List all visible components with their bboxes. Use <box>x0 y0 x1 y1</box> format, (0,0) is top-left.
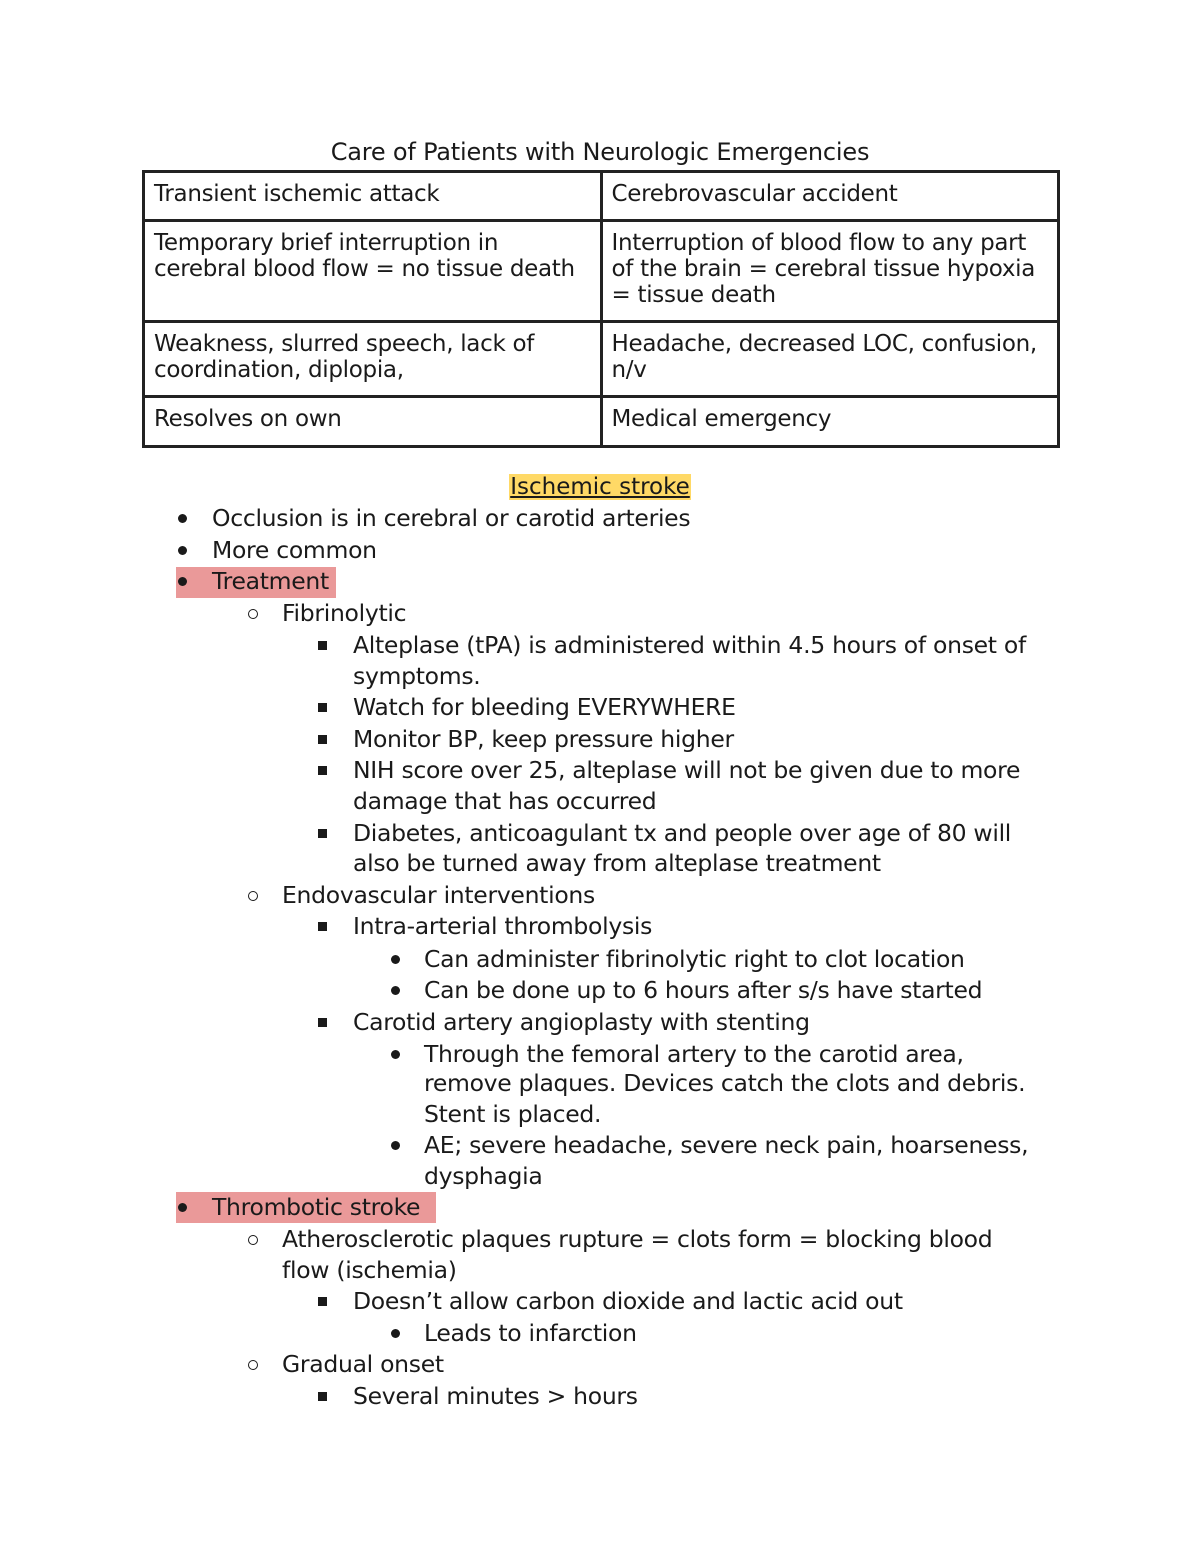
section-heading <box>0 474 1200 500</box>
page-title: Care of Patients with Neurologic Emergencies <box>330 138 870 166</box>
table-cell: Transient ischemic attack <box>144 172 602 221</box>
table-cell: Medical emergency <box>601 397 1059 447</box>
table-row <box>144 397 1059 447</box>
bullet-dot-icon <box>391 955 400 964</box>
table-cell: Interruption of blood flow to any part of the brain = cerebral tissue hypoxia = tissue death <box>601 221 1059 322</box>
table-cell: Temporary brief interruption in cerebral blood flow = no tissue death <box>144 221 602 322</box>
bullet-dot-icon <box>391 1141 400 1150</box>
bullet-dot-icon <box>178 514 187 523</box>
bullet-circle-icon <box>248 1235 258 1245</box>
bullet-square-icon <box>318 735 327 744</box>
list-item: Several minutes > hours <box>353 1382 638 1410</box>
list-item: Can administer fibrinolytic right to clot location <box>424 945 965 973</box>
bullet-dot-icon <box>178 577 187 586</box>
list-item: Monitor BP, keep pressure higher <box>353 725 734 753</box>
bullet-square-icon <box>318 1297 327 1306</box>
list-item: dysphagia <box>424 1162 543 1190</box>
table-row <box>144 322 1059 397</box>
section-heading-text: Ischemic stroke <box>510 474 690 500</box>
list-item: Intra-arterial thrombolysis <box>353 912 653 940</box>
list-item: also be turned away from alteplase treatment <box>353 849 881 877</box>
bullet-dot-icon <box>391 1329 400 1338</box>
list-item: Gradual onset <box>282 1350 444 1378</box>
list-item: Can be done up to 6 hours after s/s have started <box>424 976 983 1004</box>
list-item: Treatment <box>212 567 329 595</box>
list-item: Occlusion is in cerebral or carotid arteries <box>212 504 691 532</box>
list-item: Through the femoral artery to the carotid area, <box>424 1040 964 1068</box>
list-item: Stent is placed. <box>424 1100 602 1128</box>
table-row <box>144 221 1059 322</box>
list-item: symptoms. <box>353 662 481 690</box>
list-item: Doesn’t allow carbon dioxide and lactic acid out <box>353 1287 903 1315</box>
bullet-square-icon <box>318 703 327 712</box>
bullet-circle-icon <box>248 1360 258 1370</box>
bullet-square-icon <box>318 922 327 931</box>
list-item: remove plaques. Devices catch the clots and debris. <box>424 1069 1026 1097</box>
list-item: Carotid artery angioplasty with stenting <box>353 1008 810 1036</box>
table-cell: Headache, decreased LOC, confusion, n/v <box>601 322 1059 397</box>
list-item: Atherosclerotic plaques rupture = clots form = blocking blood <box>282 1225 993 1253</box>
bullet-circle-icon <box>248 891 258 901</box>
list-item: damage that has occurred <box>353 787 657 815</box>
bullet-dot-icon <box>178 546 187 555</box>
list-item: Watch for bleeding EVERYWHERE <box>353 693 736 721</box>
list-item: More common <box>212 536 377 564</box>
table-cell: Resolves on own <box>144 397 602 447</box>
bullet-square-icon <box>318 1018 327 1027</box>
table-cell: Weakness, slurred speech, lack of coordination, diplopia, <box>144 322 602 397</box>
bullet-square-icon <box>318 1392 327 1401</box>
bullet-square-icon <box>318 766 327 775</box>
list-item: Thrombotic stroke <box>212 1193 421 1221</box>
bullet-dot-icon <box>178 1203 187 1212</box>
bullet-square-icon <box>318 641 327 650</box>
list-item: flow (ischemia) <box>282 1256 457 1284</box>
list-item: Endovascular interventions <box>282 881 595 909</box>
list-item: Alteplase (tPA) is administered within 4.5 hours of onset of <box>353 631 1026 659</box>
bullet-dot-icon <box>391 986 400 995</box>
list-item: Leads to infarction <box>424 1319 637 1347</box>
table-cell: Cerebrovascular accident <box>601 172 1059 221</box>
list-item: Fibrinolytic <box>282 599 407 627</box>
table-row <box>144 172 1059 221</box>
bullet-square-icon <box>318 829 327 838</box>
list-item: NIH score over 25, alteplase will not be given due to more <box>353 756 1021 784</box>
list-item: AE; severe headache, severe neck pain, hoarseness, <box>424 1131 1029 1159</box>
bullet-circle-icon <box>248 609 258 619</box>
comparison-table <box>142 170 1060 448</box>
bullet-dot-icon <box>391 1050 400 1059</box>
list-item: Diabetes, anticoagulant tx and people over age of 80 will <box>353 819 1012 847</box>
